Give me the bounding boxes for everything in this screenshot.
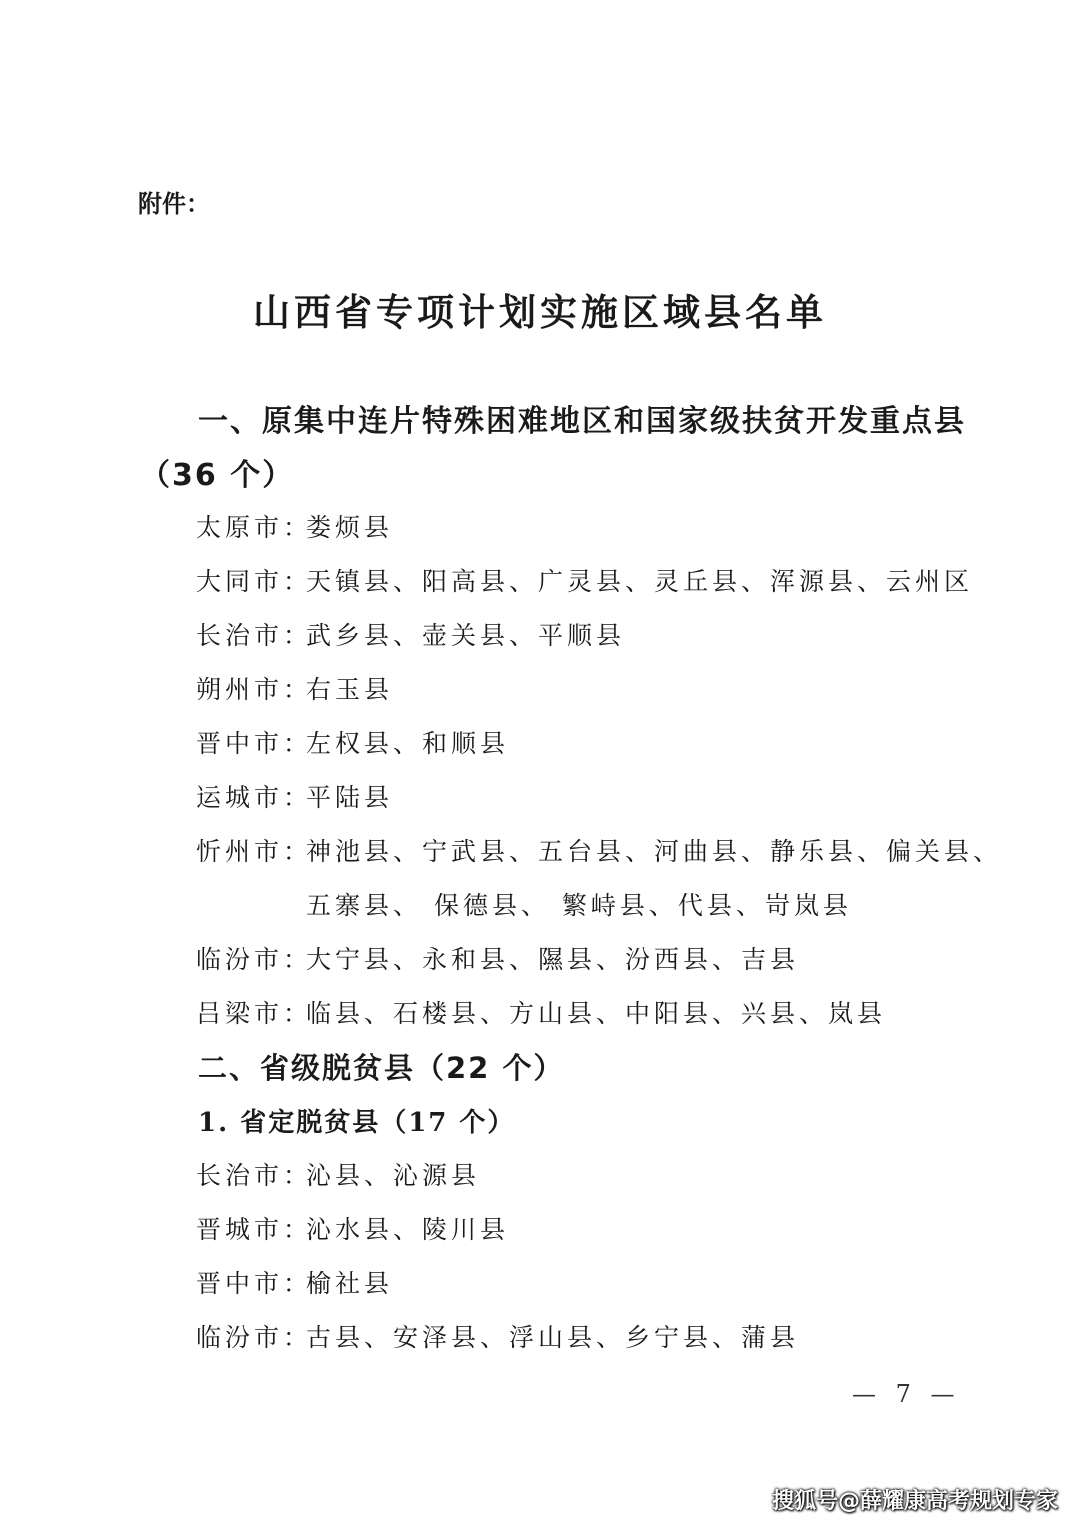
county-list: 沁水县、陵川县 — [306, 1215, 510, 1244]
county-list: 平陆县 — [306, 783, 394, 812]
city-name: 晋中市： — [196, 729, 313, 758]
list-item — [196, 778, 393, 814]
watermark: 搜狐号@薛耀康高考规划专家 — [771, 1489, 1058, 1514]
county-list: 大宁县、永和县、隰县、汾西县、吉县 — [306, 945, 800, 974]
county-list-continuation: 五寨县、 保德县、 繁峙县、代县、岢岚县 — [306, 891, 852, 920]
list-item — [196, 670, 393, 706]
list-item — [196, 940, 799, 976]
page-number: — 7 — — [852, 1380, 961, 1408]
list-item — [196, 1318, 799, 1354]
city-name: 长治市： — [196, 621, 313, 650]
city-name: 忻州市： — [196, 837, 313, 866]
list-item — [196, 724, 509, 760]
county-list: 天镇县、阳高县、广灵县、灵丘县、浑源县、云州区 — [306, 567, 974, 596]
county-list: 沁县、沁源县 — [306, 1161, 481, 1190]
city-name: 吕梁市： — [196, 999, 313, 1028]
list-item — [196, 562, 973, 598]
list-item — [196, 1210, 509, 1246]
section1-heading-count: （36 个） — [140, 458, 295, 493]
city-name: 大同市： — [196, 567, 313, 596]
list-item — [196, 616, 625, 652]
county-list: 古县、安泽县、浮山县、乡宁县、蒲县 — [306, 1323, 800, 1352]
county-list: 左权县、和顺县 — [306, 729, 510, 758]
city-name: 临汾市： — [196, 1323, 313, 1352]
city-name: 运城市： — [196, 783, 313, 812]
city-name: 临汾市： — [196, 945, 313, 974]
list-item — [196, 1156, 480, 1192]
page-title: 山西省专项计划实施区域县名单 — [253, 290, 827, 334]
list-item — [196, 832, 1002, 868]
city-name: 长治市： — [196, 1161, 313, 1190]
list-item — [196, 994, 886, 1030]
city-name: 晋城市： — [196, 1215, 313, 1244]
county-list: 娄烦县 — [306, 513, 394, 542]
section2-heading: 二、省级脱贫县（22 个） — [198, 1051, 565, 1085]
county-list: 右玉县 — [306, 675, 394, 704]
county-list: 临县、石楼县、方山县、中阳县、兴县、岚县 — [306, 999, 887, 1028]
section2-subheading: 1. 省定脱贫县（17 个） — [198, 1108, 516, 1138]
city-name: 朔州市： — [196, 675, 313, 704]
city-name: 太原市： — [196, 513, 313, 542]
list-item — [196, 508, 393, 544]
city-name: 晋中市： — [196, 1269, 313, 1298]
county-list: 神池县、宁武县、五台县、河曲县、静乐县、偏关县、 — [306, 837, 1003, 866]
attachment-label: 附件： — [138, 190, 210, 218]
section1-heading: 一、原集中连片特殊困难地区和国家级扶贫开发重点县 — [198, 404, 966, 439]
county-list: 榆社县 — [306, 1269, 394, 1298]
list-item — [196, 1264, 393, 1300]
county-list: 武乡县、壶关县、平顺县 — [306, 621, 626, 650]
